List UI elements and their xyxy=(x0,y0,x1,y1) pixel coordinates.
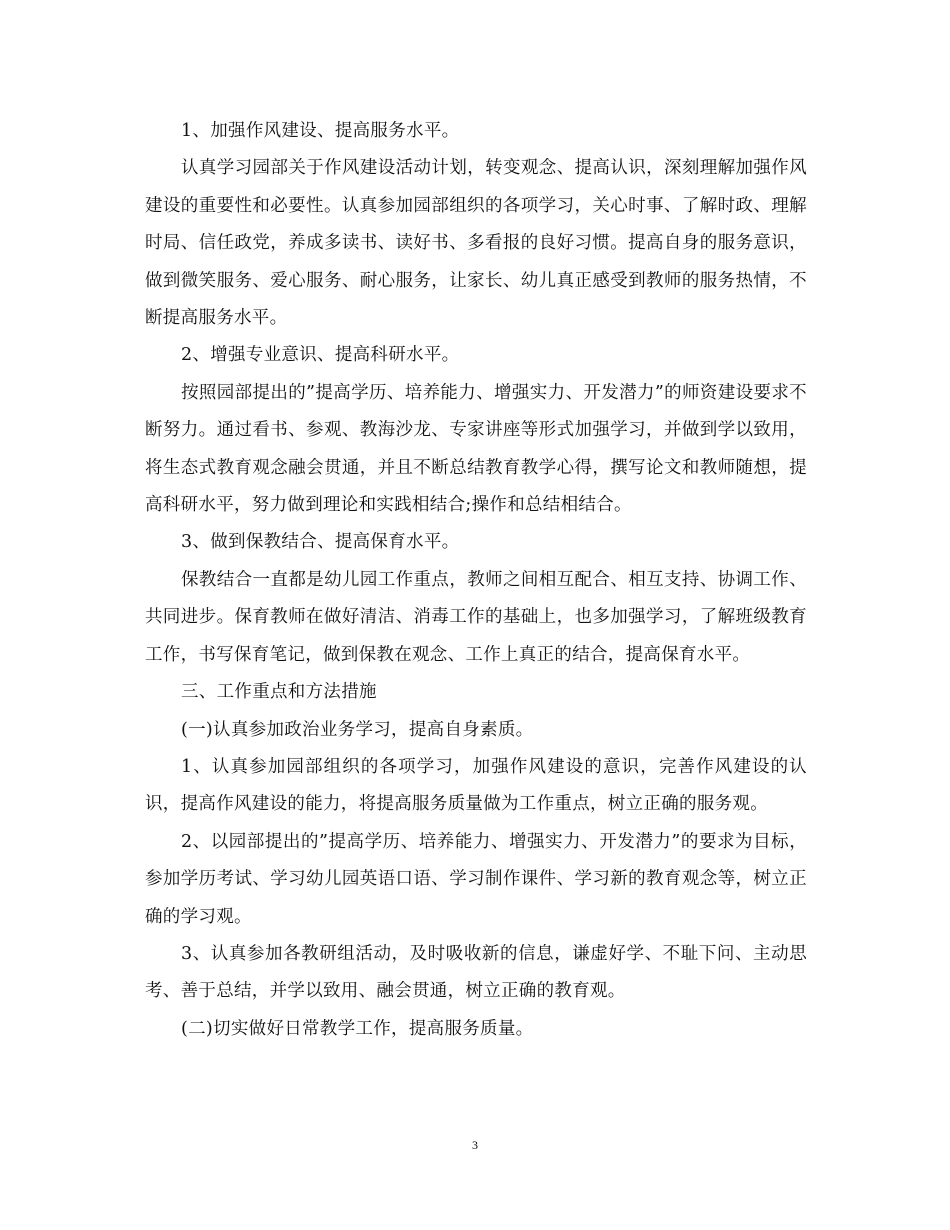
heading-3-care-education: 3、做到保教结合、提高保育水平。 xyxy=(181,532,460,553)
subsection-heading-political-study: (一)认真参加政治业务学习，提高自身素质。 xyxy=(181,719,534,740)
paragraph-care-education: 保教结合一直都是幼儿园工作重点，教师之间相互配合、相互支持、协调工作、共同进步。保育教师在做好清洁、消毒工作的基础上，也多加强学习，了解班级教育工作，书写保育笔记，做到保教在观念、工作上真正的结合，提高保育水平。 xyxy=(145,569,807,665)
heading-1-style-service: 1、加强作风建设、提高服务水平。 xyxy=(181,121,460,141)
list-item-2: 2、以园部提出的”提高学历、培养能力、增强实力、开发潜力”的要求为目标，参加学历考试、学习幼儿园英语口语、学习制作课件、学习新的教育观念等，树立正确的学习观。 xyxy=(145,831,807,927)
page-number: 3 xyxy=(472,1138,478,1152)
paragraph-style-service: 认真学习园部关于作风建设活动计划，转变观念、提高认识，深刻理解加强作风建设的重要性和必要性。认真参加园部组织的各项学习，关心时事、了解时政、理解时局、信任政党，养成多读书、读好书、多看报的良好习惯。提高自身的服务意识，做到微笑服务、爱心服务、耐心服务，让家长、幼儿真正感受到教师的服务热情，不断提高服务水平。 xyxy=(145,158,807,329)
list-item-1: 1、认真参加园部组织的各项学习，加强作风建设的意识，完善作风建设的认识，提高作风建设的能力，将提高服务质量做为工作重点，树立正确的服务观。 xyxy=(145,756,807,815)
subsection-heading-daily-teaching: (二)切实做好日常教学工作，提高服务质量。 xyxy=(181,1018,534,1039)
list-item-3: 3、认真参加各教研组活动，及时吸收新的信息，谦虚好学、不耻下问、主动思考、善于总结，并学以致用、融会贯通，树立正确的教育观。 xyxy=(145,943,807,1002)
document-body xyxy=(145,113,807,1048)
section-heading-key-measures: 三、工作重点和方法措施 xyxy=(181,682,377,703)
paragraph-research: 按照园部提出的”提高学历、培养能力、增强实力、开发潜力”的师资建设要求不断努力。通过看书、参观、教海沙龙、专家讲座等形式加强学习，并做到学以致用，将生态式教育观念融会贯通，并且不断总结教育教学心得，撰写论文和教师随想，提高科研水平，努力做到理论和实践相结合;操作和总结相结合。 xyxy=(145,382,807,516)
heading-2-research: 2、增强专业意识、提高科研水平。 xyxy=(181,345,460,366)
